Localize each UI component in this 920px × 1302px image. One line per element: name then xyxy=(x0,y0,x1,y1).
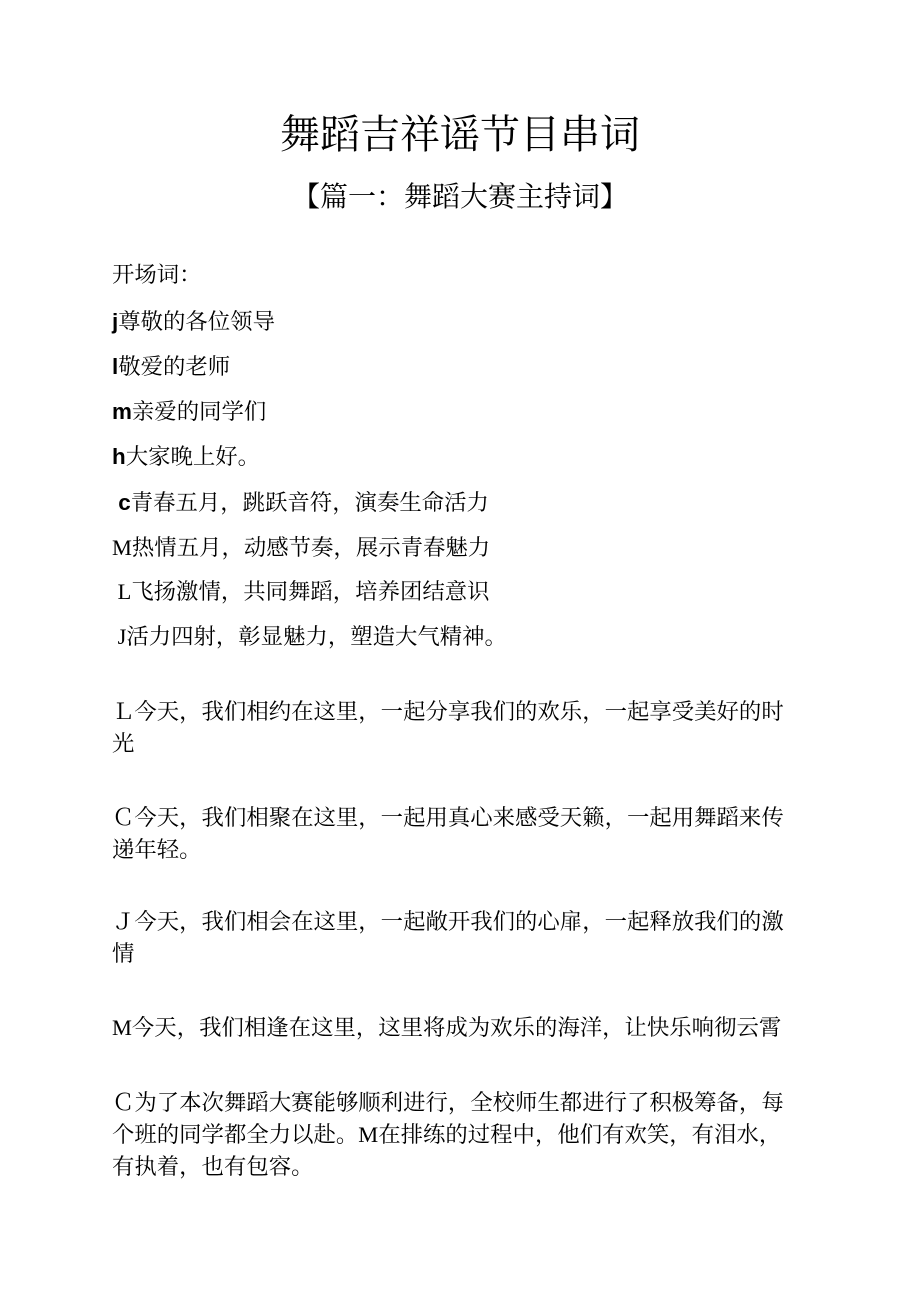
speaker-tag: l xyxy=(112,354,119,379)
paragraph xyxy=(112,1012,781,1044)
verse-line xyxy=(112,622,507,652)
speaker-tag: c xyxy=(112,490,131,515)
paragraph-line: 个班的同学都全力以赴。M在排练的过程中，他们有欢笑，有泪水， xyxy=(112,1122,782,1147)
paragraph-line: 递年轻。 xyxy=(112,837,202,862)
line-text: 飞扬激情，共同舞蹈，培养团结意识 xyxy=(131,579,490,604)
line-text: 大家晚上好。 xyxy=(125,444,261,469)
speaker-tag: J xyxy=(112,624,127,649)
paragraph-line: Ｃ为了本次舞蹈大赛能够顺利进行，全校师生都进行了积极筹备，每 xyxy=(112,1090,784,1115)
verse-line xyxy=(112,533,490,563)
paragraph-line: Ｌ今天，我们相约在这里，一起分享我们的欢乐，一起享受美好的时 xyxy=(112,699,784,724)
verse-line xyxy=(112,488,489,518)
document-subtitle: 【篇一：舞蹈大赛主持词】 xyxy=(291,182,628,213)
speaker-tag: h xyxy=(112,444,126,469)
greeting-line xyxy=(112,442,260,472)
greeting-line xyxy=(112,352,230,382)
speaker-tag: j xyxy=(112,309,119,334)
paragraph-line: 情 xyxy=(112,941,135,966)
document-title: 舞蹈吉祥谣节目串词 xyxy=(280,112,640,157)
paragraph-line: 光 xyxy=(112,731,135,756)
line-text: 亲爱的同学们 xyxy=(131,399,267,424)
greeting-line xyxy=(112,307,275,337)
verse-line xyxy=(112,577,490,607)
paragraph xyxy=(112,802,784,866)
line-text: 敬爱的老师 xyxy=(118,354,231,379)
paragraph-line: 有执着，也有包容。 xyxy=(112,1154,314,1179)
paragraph-line: Ｊ今天，我们相会在这里，一起敞开我们的心扉，一起释放我们的激 xyxy=(112,909,784,934)
speaker-tag: M xyxy=(112,535,132,560)
speaker-tag: m xyxy=(112,399,132,424)
paragraph xyxy=(112,906,784,970)
line-text: 尊敬的各位领导 xyxy=(118,309,275,334)
line-text: 活力四射，彰显魅力，塑造大气精神。 xyxy=(126,624,507,649)
opening-label: 开场词： xyxy=(112,262,202,287)
speaker-tag: L xyxy=(112,579,132,604)
paragraph-line: Ｃ今天，我们相聚在这里，一起用真心来感受天籁，一起用舞蹈来传 xyxy=(112,805,784,830)
line-text: 热情五月，动感节奏，展示青春魅力 xyxy=(131,535,491,560)
line-text: 青春五月，跳跃音符，演奏生命活力 xyxy=(130,490,489,515)
greeting-line xyxy=(112,397,266,427)
paragraph-line: M今天，我们相逢在这里，这里将成为欢乐的海洋，让快乐响彻云霄 xyxy=(112,1015,782,1040)
paragraph xyxy=(112,1087,784,1183)
paragraph xyxy=(112,696,784,760)
